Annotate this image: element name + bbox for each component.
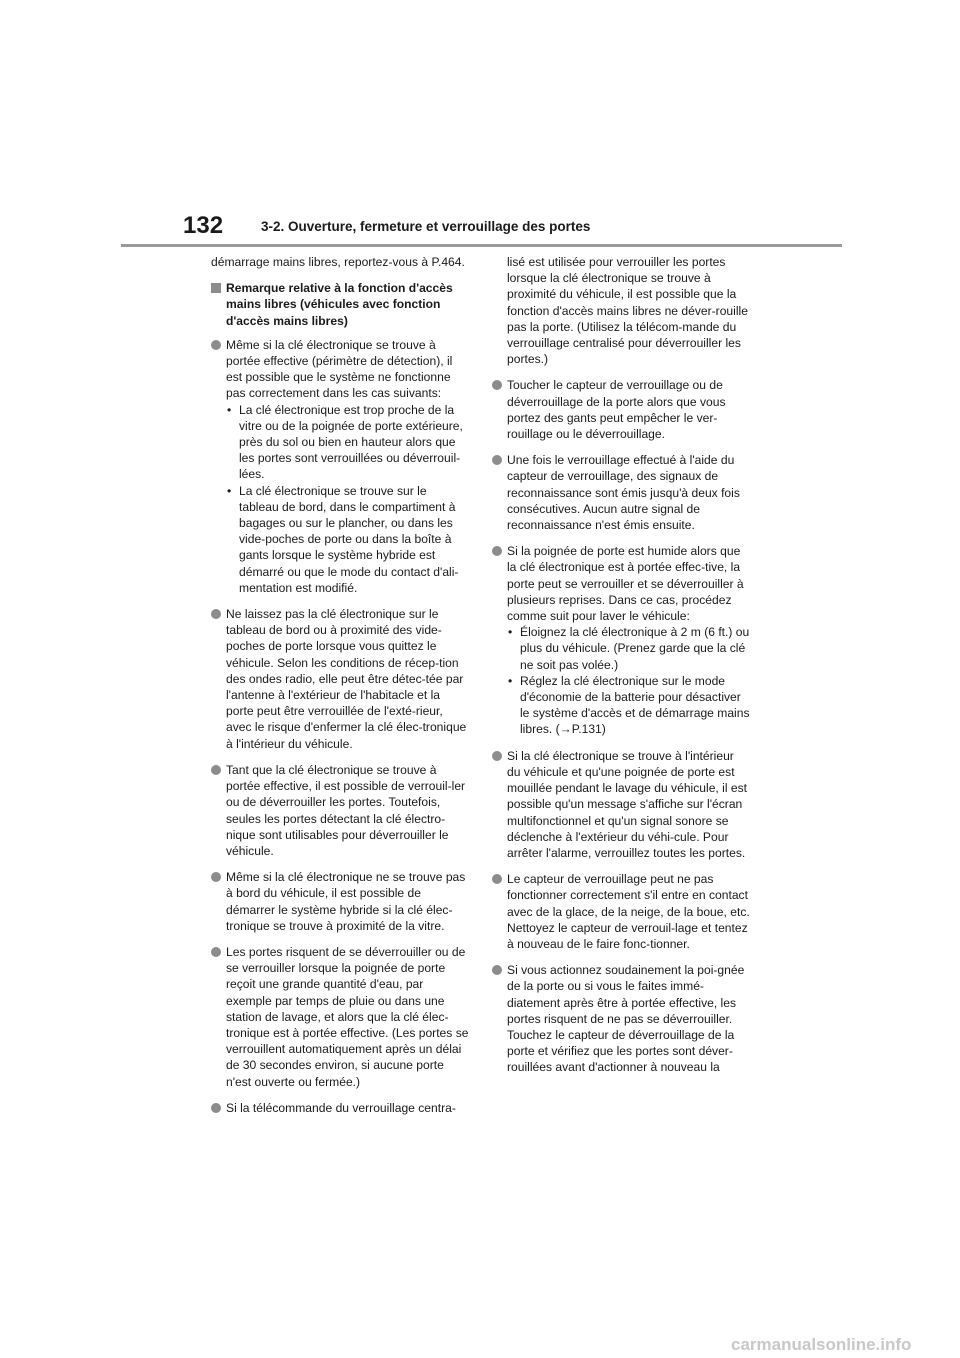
sub-item-text: Éloignez la clé électronique à 2 m (6 ft.) ou plus du véhicule. (Prenez garde que la clé ne soit pas volée.) [520,625,750,672]
header-rule [121,244,842,247]
bullet-dot-icon [211,872,221,882]
sub-item [507,673,750,738]
bullet-dot-icon [492,546,502,556]
bullet-dot-icon [211,609,221,619]
bullet-text: Une fois le verrouillage effectué à l'aide du capteur de verrouillage, des signaux de reconnaissance sont émis jusqu'à deux fois consécutives. Aucun autre signal de reconnaissance n'est émis ensuite. [507,453,740,533]
bullet-item [492,748,750,861]
bullet-item [492,962,750,1075]
bullet-text: Les portes risquent de se déverrouiller ou de se verrouiller lorsque la poignée de porte reçoit une grande quantité d'eau, par exemple par temps de pluie ou dans une station de lavage, et alors que la clé élec-tronique est à portée effective. (Les portes se verrouillent automatiquement après un délai de 30 secondes environ, si aucune porte n'est ouverte ou fermée.) [226,944,469,1089]
bullet-text: Ne laissez pas la clé électronique sur le tableau de bord ou à proximité des vide-poches de porte lorsque vous quittez le véhicule. Selon les conditions de récep-tion des ondes radio, elle peut être détec-tée par l'antenne à l'extérieur de l'habitacle et la porte peut être verrouillée de l'exté-rieur, avec le risque d'enfermer la clé élec-tronique à l'intérieur du véhicule. [226,607,467,751]
bullet-text: Même si la clé électronique ne se trouve pas à bord du véhicule, il est possible de démarrer le système hybride si la clé élec-tronique se trouve à proximité de la vitre. [226,870,466,933]
section-heading [211,280,469,329]
bullet-item [211,869,469,934]
section-heading-text: Remarque relative à la fonction d'accès mains libres (véhicules avec fonction d'accès mains libres) [226,281,453,328]
bullet-text: Même si la clé électronique se trouve à portée effective (périmètre de détection), il est possible que le système ne fonctionne pas correctement dans les cas suivants: [226,337,453,401]
watermark-text: carmanualsonline.info [731,1335,912,1354]
intro-text: démarrage mains libres, reportez-vous à P.464. [211,255,465,269]
bullet-item [492,377,750,442]
bullet-text: Le capteur de verrouillage peut ne pas fonctionner correctement s'il entre en contact avec de la glace, de la neige, de la boue, etc. Nettoyez le capteur de verrouil-lage et tentez à nouveau de le faire fonc-tionner. [507,872,750,951]
sub-bullet-mark: • [508,625,513,640]
continuation-text: lisé est utilisée pour verrouiller les portes lorsque la clé électronique se trouve à proximité du véhicule, il est possible que la fonction d'accès mains libres ne déver-rouille pas la porte. (Utilisez la télécom-mande du verrouillage centralisé pour déverrouiller les portes.) [507,255,748,367]
bullet-dot-icon [492,874,502,884]
bullet-text: Tant que la clé électronique se trouve à portée effective, il est possible de verrouil-ler ou de déverrouiller les portes. Toutefois, seules les portes détectant la clé électro-nique sont utilisables pour déverrouiller le véhicule. [226,762,466,858]
bullet-item [211,606,469,752]
bullet-text: Si la clé électronique se trouve à l'intérieur du véhicule et qu'une poignée de porte est mouillée pendant le lavage du véhicule, il est possible qu'un message s'affiche sur l'écran multifonctionnel et qu'un signal sonore se déclenche à l'extérieur du véhi-cule. Pour arrêter l'alarme, verrouillez toutes les portes. [507,748,748,860]
bullet-item [492,543,750,737]
sub-bullet-mark: • [227,402,232,417]
bullet-item [492,871,750,952]
sub-item-text: La clé électronique se trouve sur le tableau de bord, dans le compartiment à bagages ou sur le plancher, ou dans les vide-poches de porte ou dans la boîte à gants lorsque le système hybride est démarré ou que le mode du contact d'ali-mentation est modifié. [239,483,459,595]
bullet-text: Si la poignée de porte est humide alors que la clé électronique est à portée effec-tive, la porte peut se verrouiller et se déverrouiller à plusieurs reprises. Dans ce cas, procédez comme suit pour laver le véhicule: [507,544,744,624]
bullet-item [211,1100,469,1116]
bullet-item [211,337,469,596]
bullet-item [211,944,469,1090]
bullet-dot-icon [492,455,502,465]
bullet-item [492,452,750,533]
left-column [211,254,469,1126]
sub-item [226,402,469,483]
bullet-dot-icon [492,751,502,761]
continuation-text-block [492,254,750,367]
sub-bullet-mark: • [508,673,513,688]
sub-item [507,624,750,673]
bullet-dot-icon [492,380,502,390]
bullet-text: Si la télécommande du verrouillage centra- [226,1100,456,1115]
right-column [492,254,750,1086]
bullet-dot-icon [211,340,221,350]
sub-bullet-mark: • [227,483,232,498]
section-title: 3-2. Ouverture, fermeture et verrouillage des portes [261,219,591,234]
bullet-dot-icon [492,965,502,975]
bullet-item [211,762,469,859]
bullet-text: Si vous actionnez soudainement la poi-gnée de la porte ou si vous le faites immé-diatement après être à portée effective, les portes risquent de ne pas se déverrouiller. Touchez le capteur de déverrouillage de la porte et vérifiez que les portes sont déver-rouillées avant d'actionner à nouveau la [507,963,745,1075]
sub-item-text: La clé électronique est trop proche de la vitre ou de la poignée de porte extérieure, près du sol ou bien en hauteur alors que les portes sont verrouillées ou déverrouil-lées. [239,402,463,482]
bullet-dot-icon [211,765,221,775]
bullet-dot-icon [211,947,221,957]
sub-item [226,483,469,596]
bullet-text: Toucher le capteur de verrouillage ou de déverrouillage de la porte alors que vous portez des gants peut empêcher le ver-rouillage ou le déverrouillage. [507,378,726,442]
bullet-dot-icon [211,1103,221,1113]
sub-item-text: Réglez la clé électronique sur le mode d'économie de la batterie pour désactiver le système d'accès et de démarrage mains libres. (→P.131) [520,673,750,737]
page-number: 132 [183,212,224,239]
square-bullet-icon [211,283,221,293]
